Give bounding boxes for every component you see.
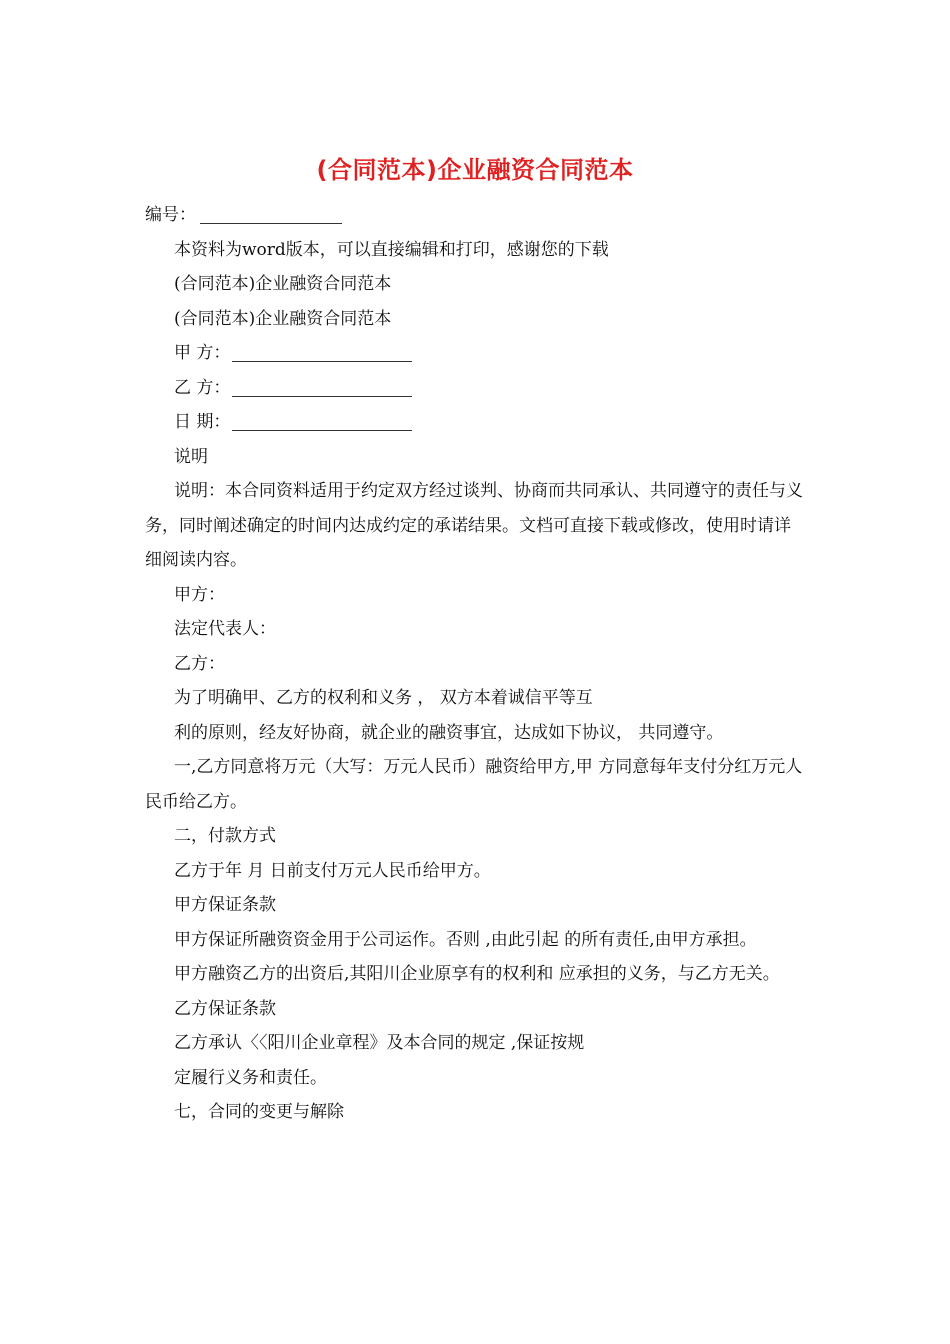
clause-2-heading: 二，付款方式 (174, 826, 276, 846)
purpose-line-1: 为了明确甲、乙方的权利和义务 ， 双方本着诚信平等互 (174, 688, 593, 708)
subtitle-2: (合同范本)企业融资合同范本 (174, 308, 392, 329)
party-b-line (145, 371, 807, 406)
document-body (145, 198, 807, 1130)
legal-rep-heading: 法定代表人： (174, 619, 276, 639)
party-a-line (145, 336, 807, 371)
number-blank (200, 203, 342, 224)
document-title: (合同范本)企业融资合同范本 (316, 156, 634, 184)
subtitle-1: (合同范本)企业融资合同范本 (174, 274, 392, 294)
date-line (145, 405, 807, 440)
intro-paragraph: 本资料为word版本，可以直接编辑和打印，感谢您的下载 (174, 239, 609, 260)
party-a-label: 甲 方： (174, 343, 231, 363)
purpose-line-2: 利的原则，经友好协商，就企业的融资事宜，达成如下协议， 共同遵守。 (174, 722, 724, 743)
number-label: 编号： (145, 205, 196, 225)
number-line (145, 198, 807, 233)
party-b-heading: 乙方： (174, 653, 225, 674)
note-heading: 说明 (174, 446, 208, 467)
date-blank (232, 410, 412, 431)
guarantee-b-heading: 乙方保证条款 (174, 998, 276, 1019)
party-a-heading: 甲方： (174, 584, 225, 605)
party-a-blank (232, 341, 412, 362)
party-b-blank (232, 376, 412, 397)
guarantee-a-paragraph-1: 甲方保证所融资资金用于公司运作。否则 ,由此引起 的所有责任,由甲方承担。 (174, 929, 757, 950)
guarantee-a-heading: 甲方保证条款 (174, 895, 276, 915)
guarantee-b-line-2: 定履行义务和责任。 (174, 1067, 327, 1088)
note-paragraph: 说明：本合同资料适用于约定双方经过谈判、协商而共同承认、共同遵守的责任与义务，同时阐述确定的时间内达成约定的承诺结果。文档可直接下载或修改，使用时请详细阅读内容。 (145, 481, 803, 570)
date-label: 日 期： (174, 412, 231, 432)
clause-7-heading: 七，合同的变更与解除 (174, 1102, 344, 1122)
guarantee-b-line-1: 乙方承认〈〈阳川企业章程》及本合同的规定 ,保证按规 (174, 1033, 585, 1053)
clause-2-paragraph: 乙方于年 月 日前支付万元人民币给甲方。 (174, 860, 491, 881)
party-b-label: 乙 方： (174, 377, 231, 398)
clause-1-paragraph: 一,乙方同意将万元（大写：万元人民币）融资给甲方,甲 方同意每年支付分红万元人民币给乙方。 (145, 757, 803, 812)
guarantee-a-paragraph-2: 甲方融资乙方的出资后,其阳川企业原享有的权利和 应承担的义务，与乙方无关。 (174, 964, 780, 984)
